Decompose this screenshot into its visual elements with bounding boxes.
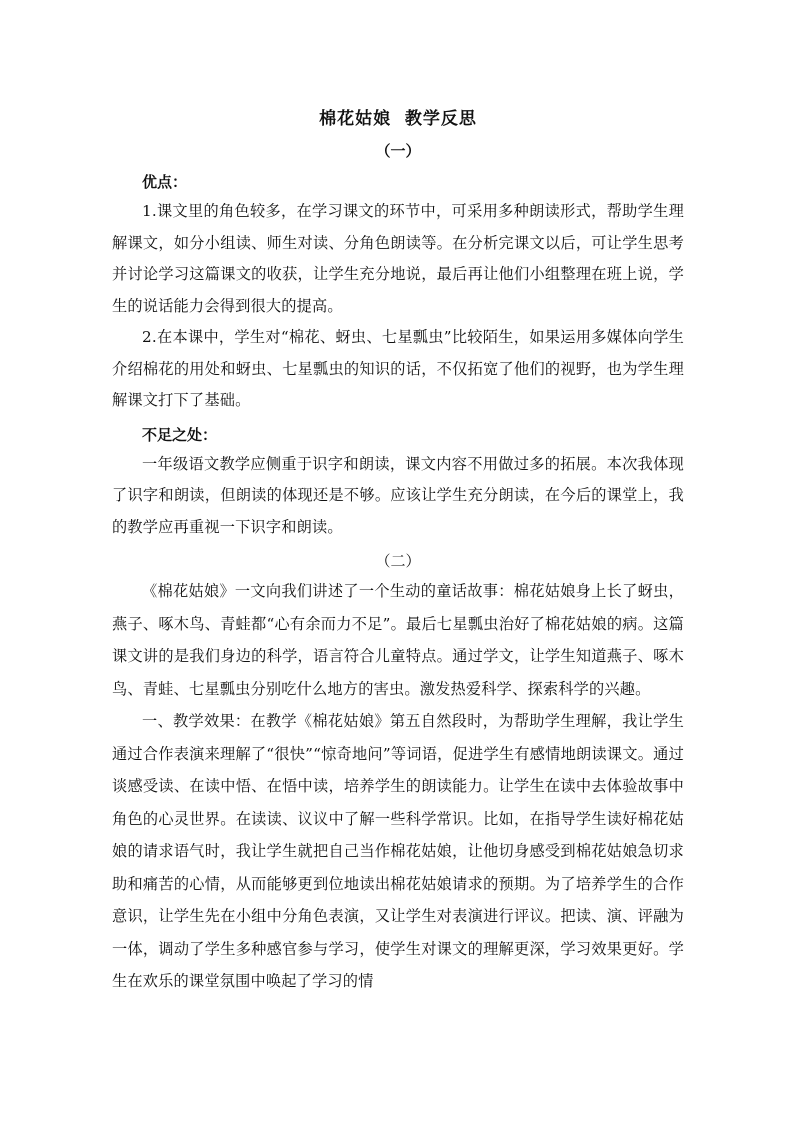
strength-paragraph-1: 1.课文里的角色较多，在学习课文的环节中，可采用多种朗读形式，帮助学生理解课文，如分小组读、师生对读、分角色朗读等。在分析完课文以后，可让学生思考并讨论学习这篇课文的收获，让学生充分地说，最后再让他们小组整理在班上说，学生的说话能力会得到很大的提高。 xyxy=(112,202,684,315)
part-two-intro-paragraph: 《棉花姑娘》一文向我们讲述了一个生动的童话故事：棉花姑娘身上长了蚜虫，燕子、啄木鸟、青蛙都“心有余而力不足”。最后七星瓢虫治好了棉花姑娘的病。这篇课文讲的是我们身边的科学，语言符合儿童特点。通过学文，让学生知道燕子、啄木鸟、青蛙、七星瓢虫分别吃什么地方的害虫。激发热爱科学、探索科学的兴趣。 xyxy=(112,582,684,698)
document-page xyxy=(112,100,684,998)
strengths-heading: 优点： xyxy=(142,173,188,191)
strength-paragraph-2: 2.在本课中，学生对“棉花、蚜虫、七星瓢虫”比较陌生，如果运用多媒体向学生介绍棉花的用处和蚜虫、七星瓢虫的知识的话，不仅拓宽了他们的视野，也为学生理解课文打下了基础。 xyxy=(112,328,684,409)
teaching-effect-paragraph: 一、教学效果：在教学《棉花姑娘》第五自然段时，为帮助学生理解，我让学生通过合作表演来理解了“很快”“惊奇地问”等词语，促进学生有感情地朗读课文。通过谈感受读、在读中悟、在悟中读，培养学生的朗读能力。让学生在读中去体验故事中角色的心灵世界。在读读、议议中了解一些科学常识。比如，在指导学生读好棉花姑娘的请求语气时，我让学生就把自己当作棉花姑娘，让他切身感受到棉花姑娘急切求助和痛苦的心情，从而能够更到位地读出棉花姑娘请求的预期。为了培养学生的合作意识，让学生先在小组中分角色表演，又让学生对表演进行评议。把读、演、评融为一体，调动了学生多种感官参与学习，使学生对课文的理解更深，学习效果更好。学生在欢乐的课堂氛围中唤起了学习的情 xyxy=(112,712,684,990)
weakness-heading: 不足之处： xyxy=(142,425,218,444)
document-title: 棉花姑娘 教学反思 xyxy=(319,109,477,129)
weakness-paragraph: 一年级语文教学应侧重于识字和朗读，课文内容不用做过多的拓展。本次我体现了识字和朗读，但朗读的体现还是不够。应该让学生充分朗读，在今后的课堂上，我的教学应再重视一下识字和朗读。 xyxy=(112,454,684,536)
part-one-label: （一） xyxy=(375,142,421,160)
part-two-label: （二） xyxy=(375,552,421,570)
